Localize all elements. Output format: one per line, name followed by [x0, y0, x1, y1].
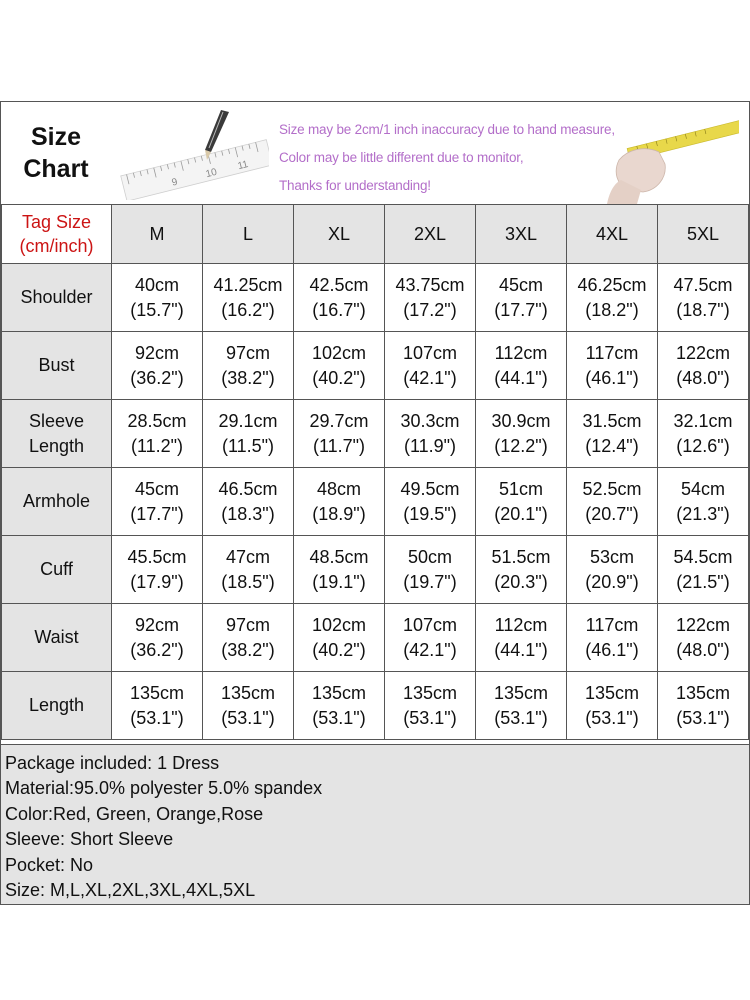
value-cm: 49.5cm [400, 478, 460, 499]
value-cm: 97cm [225, 614, 270, 635]
note-line: Thanks for understanding! [279, 178, 431, 193]
value-cm: 28.5cm [127, 410, 187, 431]
value-inch: (16.7") [312, 299, 366, 320]
measurement-row [2, 604, 749, 672]
measurement-cell [385, 332, 476, 400]
note-line: Size may be 2cm/1 inch inaccuracy due to hand measure, [279, 122, 615, 137]
value-cm: 135cm [584, 682, 640, 703]
value-inch: (18.2") [585, 299, 639, 320]
value-inch: (20.3") [494, 571, 548, 592]
size-header: 3XL [476, 205, 567, 264]
value-inch: (53.1") [312, 707, 366, 728]
measurement-cell [567, 400, 658, 468]
value-cm: 97cm [225, 342, 270, 363]
measurement-label: Bust [2, 332, 112, 400]
note-line: Color may be little different due to monitor, [279, 150, 524, 165]
measurement-cell [203, 604, 294, 672]
measurement-cell [658, 264, 749, 332]
value-cm: 46.25cm [577, 274, 647, 295]
measurement-cell [476, 672, 567, 740]
value-inch: (38.2") [221, 367, 275, 388]
measurement-label: Sleeve Length [2, 400, 112, 468]
value-inch: (16.2") [221, 299, 275, 320]
size-header: 4XL [567, 205, 658, 264]
measurement-cell [567, 332, 658, 400]
value-cm: 54cm [680, 478, 725, 499]
value-inch: (12.6") [676, 435, 730, 456]
title-line-2: Chart [23, 155, 89, 183]
measurement-cell [476, 468, 567, 536]
measurement-cell [658, 468, 749, 536]
measurement-label: Cuff [2, 536, 112, 604]
value-cm: 54.5cm [673, 546, 733, 567]
measurement-cell [658, 332, 749, 400]
measurement-cell [385, 400, 476, 468]
value-cm: 32.1cm [673, 410, 733, 431]
title-line-1: Size [30, 123, 82, 151]
measuring-tape-hand-icon [599, 120, 739, 204]
measurement-label: Waist [2, 604, 112, 672]
chart-title [1, 102, 111, 204]
measurement-cell [476, 264, 567, 332]
measurement-cell [476, 604, 567, 672]
value-cm: 92cm [134, 342, 179, 363]
measurement-cell [112, 604, 203, 672]
value-cm: 117cm [585, 614, 639, 635]
measurement-cell [294, 400, 385, 468]
chart-header [1, 102, 749, 205]
value-inch: (44.1") [494, 367, 548, 388]
value-cm: 40cm [134, 274, 179, 295]
value-cm: 50cm [407, 546, 452, 567]
detail-line: Sleeve: Short Sleeve [5, 829, 174, 850]
value-inch: (53.1") [221, 707, 275, 728]
measurement-cell [112, 400, 203, 468]
value-inch: (53.1") [585, 707, 639, 728]
value-cm: 112cm [494, 342, 548, 363]
value-cm: 46.5cm [218, 478, 278, 499]
value-cm: 122cm [675, 342, 731, 363]
value-cm: 29.1cm [218, 410, 278, 431]
measurement-cell [567, 536, 658, 604]
value-inch: (48.0") [676, 367, 730, 388]
value-inch: (48.0") [676, 639, 730, 660]
measurement-cell [294, 536, 385, 604]
measurement-cell [567, 468, 658, 536]
value-inch: (18.7") [676, 299, 730, 320]
measurement-row [2, 536, 749, 604]
value-cm: 47.5cm [673, 274, 733, 295]
size-header: M [112, 205, 203, 264]
size-header: L [203, 205, 294, 264]
value-inch: (17.2") [403, 299, 457, 320]
value-inch: (36.2") [130, 639, 184, 660]
value-inch: (53.1") [130, 707, 184, 728]
measurement-cell [476, 400, 567, 468]
value-cm: 135cm [402, 682, 458, 703]
value-cm: 112cm [494, 614, 548, 635]
ruler-number: 9 [170, 176, 179, 189]
measurement-row [2, 672, 749, 740]
measurement-cell [203, 468, 294, 536]
measurement-row [2, 264, 749, 332]
value-inch: (53.1") [676, 707, 730, 728]
product-details [1, 744, 749, 904]
value-cm: 135cm [311, 682, 367, 703]
measurement-cell [112, 264, 203, 332]
value-cm: 42.5cm [309, 274, 369, 295]
value-inch: (19.7") [403, 571, 457, 592]
measurement-cell [567, 604, 658, 672]
value-cm: 102cm [311, 614, 367, 635]
measurement-cell [294, 468, 385, 536]
value-cm: 41.25cm [213, 274, 283, 295]
detail-line: Material:95.0% polyester 5.0% spandex [5, 778, 323, 799]
measurement-cell [476, 536, 567, 604]
value-inch: (21.5") [676, 571, 730, 592]
value-cm: 122cm [675, 614, 731, 635]
measurement-row [2, 332, 749, 400]
measurement-cell [658, 400, 749, 468]
size-header-row [2, 205, 749, 264]
value-cm: 45cm [134, 478, 179, 499]
value-inch: (17.7") [130, 503, 184, 524]
value-cm: 135cm [220, 682, 276, 703]
value-inch: (36.2") [130, 367, 184, 388]
detail-line: Package included: 1 Dress [5, 753, 220, 773]
measurement-cell [112, 672, 203, 740]
value-cm: 47cm [225, 546, 270, 567]
value-inch: (17.7") [494, 299, 548, 320]
measurement-cell [567, 672, 658, 740]
measurement-cell [658, 672, 749, 740]
measurement-label: Armhole [2, 468, 112, 536]
size-header: 2XL [385, 205, 476, 264]
measurement-cell [294, 332, 385, 400]
measurement-cell [112, 468, 203, 536]
measurement-cell [385, 604, 476, 672]
value-inch: (38.2") [221, 639, 275, 660]
value-cm: 48.5cm [309, 546, 369, 567]
value-cm: 135cm [129, 682, 185, 703]
value-cm: 117cm [585, 342, 639, 363]
value-cm: 45cm [498, 274, 543, 295]
value-inch: (11.5") [221, 435, 275, 456]
value-cm: 53cm [589, 546, 634, 567]
value-inch: (11.9") [403, 435, 457, 456]
value-cm: 102cm [311, 342, 367, 363]
ruler-number: 11 [236, 158, 250, 173]
pen-ruler-icon [119, 108, 269, 200]
detail-line: Pocket: No [5, 854, 94, 875]
value-inch: (20.9") [585, 571, 639, 592]
measurement-cell [385, 672, 476, 740]
detail-line: Size: M,L,XL,2XL,3XL,4XL,5XL [5, 880, 256, 901]
value-inch: (21.3") [676, 503, 730, 524]
size-table [1, 204, 749, 740]
value-inch: (19.1") [312, 571, 366, 592]
measurement-notes [279, 116, 615, 200]
value-inch: (18.5") [221, 571, 275, 592]
value-cm: 30.9cm [491, 410, 551, 431]
value-inch: (44.1") [494, 639, 548, 660]
value-cm: 107cm [402, 342, 458, 363]
measurement-cell [385, 536, 476, 604]
value-inch: (40.2") [312, 639, 366, 660]
value-inch: (53.1") [494, 707, 548, 728]
value-inch: (11.2") [130, 435, 184, 456]
value-cm: 43.75cm [395, 274, 465, 295]
value-inch: (20.1") [494, 503, 548, 524]
measurement-cell [112, 536, 203, 604]
value-inch: (53.1") [403, 707, 457, 728]
value-inch: (19.5") [403, 503, 457, 524]
measurement-cell [203, 672, 294, 740]
measurement-cell [476, 332, 567, 400]
value-cm: 30.3cm [400, 410, 460, 431]
value-inch: (18.3") [221, 503, 275, 524]
size-header: XL [294, 205, 385, 264]
measurement-cell [294, 672, 385, 740]
value-inch: (40.2") [312, 367, 366, 388]
value-cm: 107cm [402, 614, 458, 635]
value-cm: 52.5cm [582, 478, 642, 499]
measurement-cell [203, 536, 294, 604]
measurement-cell [385, 468, 476, 536]
size-chart [0, 101, 750, 905]
value-cm: 45.5cm [127, 546, 187, 567]
value-cm: 135cm [493, 682, 549, 703]
value-cm: 29.7cm [309, 410, 369, 431]
value-cm: 51.5cm [491, 546, 551, 567]
measurement-label: Length [2, 672, 112, 740]
value-cm: 31.5cm [582, 410, 642, 431]
value-inch: (17.9") [130, 571, 184, 592]
value-cm: 135cm [675, 682, 731, 703]
value-inch: (12.4") [585, 435, 639, 456]
measurement-row [2, 400, 749, 468]
size-header: 5XL [658, 205, 749, 264]
value-inch: (20.7") [585, 503, 639, 524]
value-cm: 92cm [134, 614, 179, 635]
value-inch: (46.1") [585, 367, 639, 388]
value-inch: (18.9") [312, 503, 366, 524]
measurement-cell [567, 264, 658, 332]
value-inch: (42.1") [403, 367, 457, 388]
measurement-cell [658, 604, 749, 672]
measurement-cell [385, 264, 476, 332]
value-inch: (12.2") [494, 435, 548, 456]
value-cm: 51cm [498, 478, 543, 499]
measurement-cell [112, 332, 203, 400]
measurement-cell [294, 264, 385, 332]
value-inch: (15.7") [130, 299, 184, 320]
measurement-cell [203, 332, 294, 400]
measurement-cell [294, 604, 385, 672]
detail-line: Color:Red, Green, Orange,Rose [5, 803, 264, 824]
value-inch: (46.1") [585, 639, 639, 660]
measurement-label: Shoulder [2, 264, 112, 332]
tag-size-label: Tag Size (cm/inch) [2, 205, 112, 264]
measurement-cell [658, 536, 749, 604]
measurement-row [2, 468, 749, 536]
measurement-cell [203, 264, 294, 332]
value-inch: (11.7") [312, 435, 366, 456]
value-cm: 48cm [316, 478, 361, 499]
value-inch: (42.1") [403, 639, 457, 660]
ruler-number: 10 [204, 166, 219, 181]
measurement-cell [203, 400, 294, 468]
